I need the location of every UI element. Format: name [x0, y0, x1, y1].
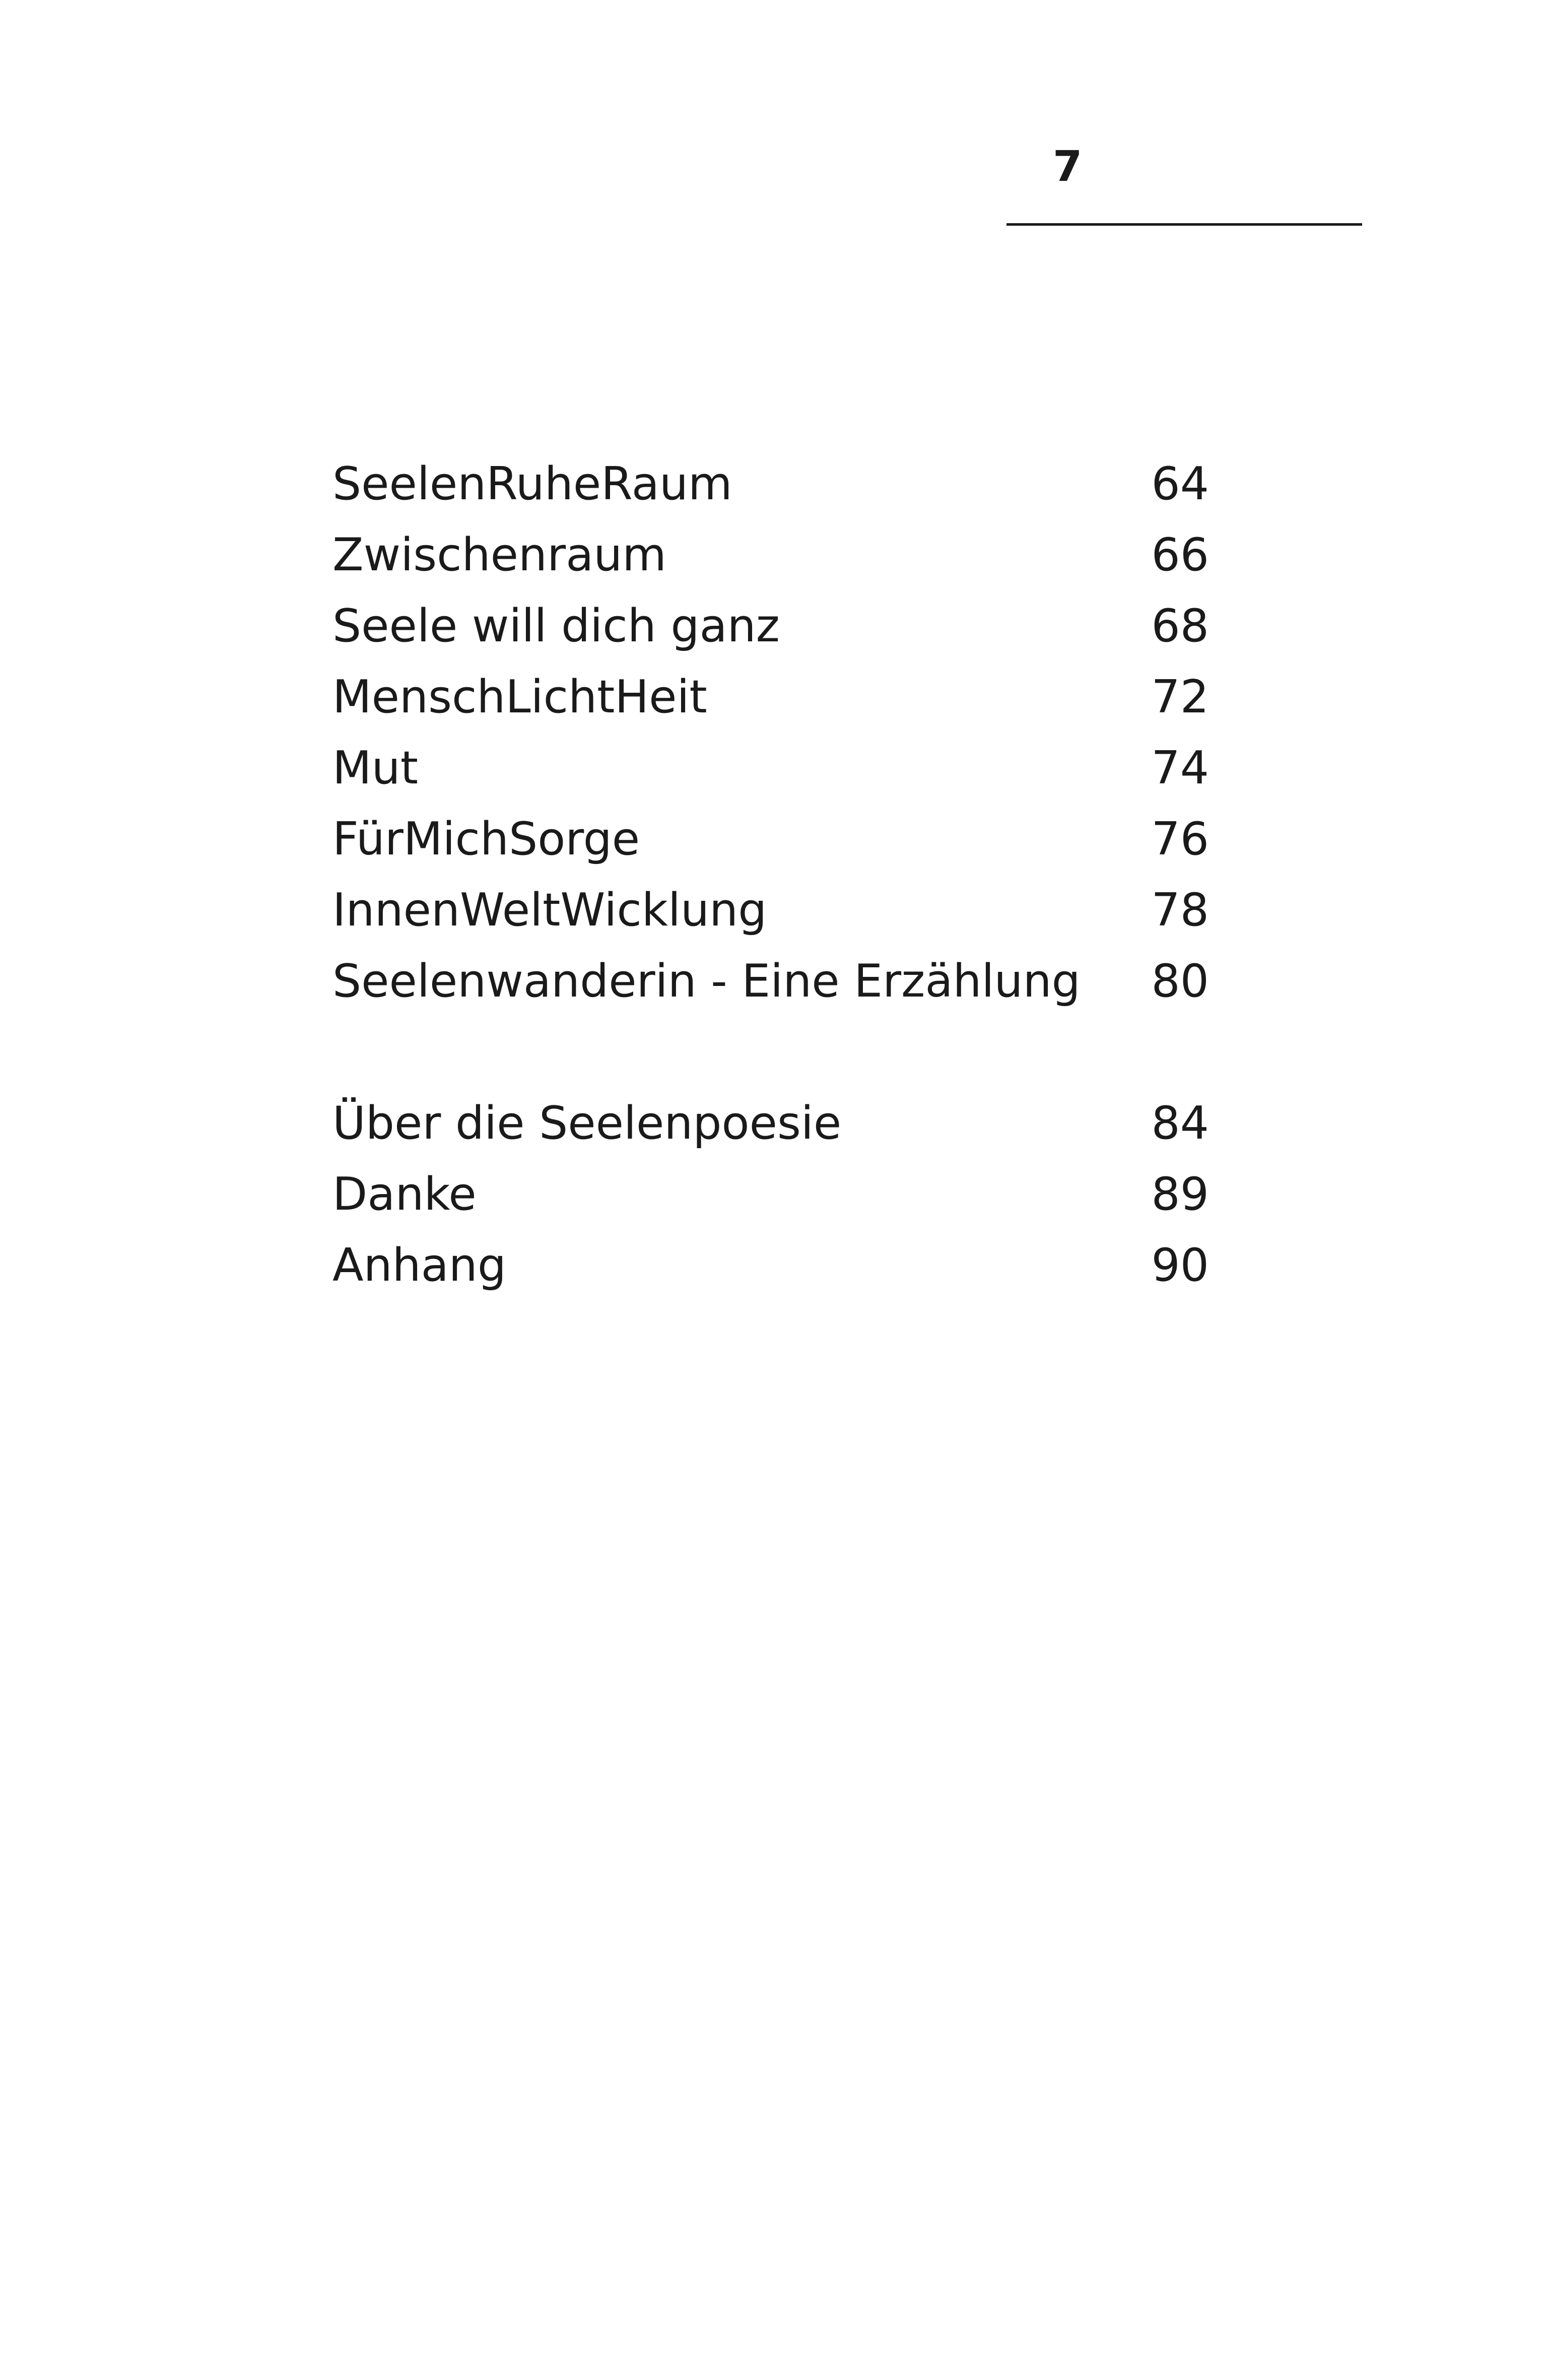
toc-entry: [332, 1230, 1209, 1301]
toc-entry-page: 64: [1151, 457, 1209, 510]
toc-entry: [332, 804, 1209, 875]
toc-entry-page: 84: [1151, 1097, 1209, 1150]
table-of-contents: [332, 448, 1209, 1301]
toc-entry: [332, 519, 1209, 590]
toc-entry-page: 78: [1151, 884, 1209, 937]
toc-entry: [332, 1088, 1209, 1159]
toc-group-appendix: [332, 1088, 1209, 1301]
toc-entry: [332, 875, 1209, 946]
toc-entry-page: 80: [1151, 955, 1209, 1008]
toc-entry: [332, 448, 1209, 519]
page-number: 7: [1053, 142, 1083, 191]
toc-entry-page: 72: [1151, 671, 1209, 723]
toc-entry-title: Über die Seelenpoesie: [332, 1097, 842, 1150]
toc-entry-page: 68: [1151, 600, 1209, 652]
toc-entry: [332, 946, 1209, 1017]
header-rule: [1006, 223, 1362, 226]
toc-entry: [332, 590, 1209, 662]
toc-entry-title: Zwischenraum: [332, 528, 666, 581]
toc-entry-page: 90: [1151, 1239, 1209, 1292]
toc-entry-page: 76: [1151, 813, 1209, 866]
toc-entry: [332, 733, 1209, 804]
toc-entry-title: Mut: [332, 742, 418, 795]
toc-entry-title: FürMichSorge: [332, 813, 640, 866]
toc-entry-page: 74: [1151, 742, 1209, 795]
toc-entry: [332, 1159, 1209, 1230]
toc-entry-title: Seelenwanderin - Eine Erzählung: [332, 955, 1081, 1008]
toc-entry-title: InnenWeltWicklung: [332, 884, 767, 937]
toc-entry-title: Danke: [332, 1168, 477, 1221]
toc-entry-title: Anhang: [332, 1239, 506, 1292]
toc-entry-title: MenschLichtHeit: [332, 671, 707, 723]
toc-entry-title: Seele will dich ganz: [332, 600, 780, 652]
toc-entry: [332, 662, 1209, 733]
toc-entry-page: 66: [1151, 528, 1209, 581]
toc-group-main: [332, 448, 1209, 1017]
toc-entry-title: SeelenRuheRaum: [332, 457, 732, 510]
toc-entry-page: 89: [1151, 1168, 1209, 1221]
